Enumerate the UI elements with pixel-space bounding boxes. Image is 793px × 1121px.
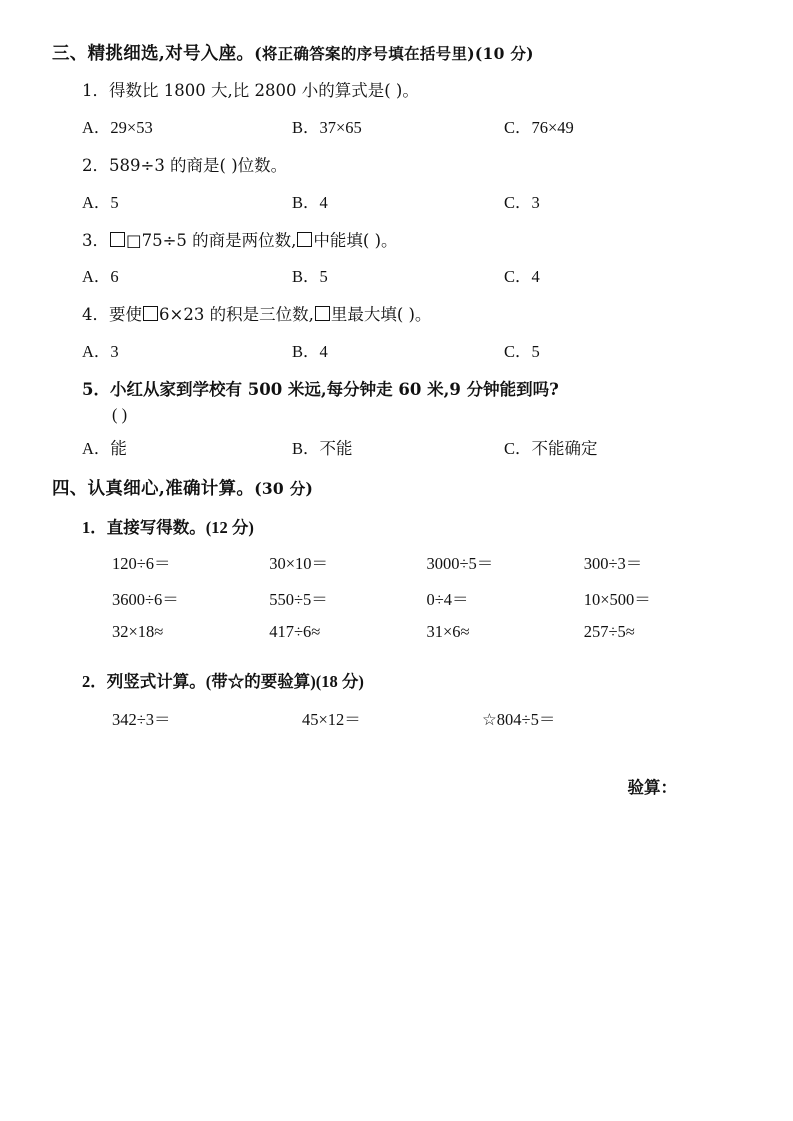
expression[interactable]: 31×6≈ bbox=[426, 621, 470, 641]
question-3-3 bbox=[52, 229, 741, 254]
blank-box-icon bbox=[297, 232, 312, 247]
option-a[interactable]: A．6 bbox=[82, 267, 119, 287]
expression[interactable]: 45×12＝ bbox=[302, 709, 361, 729]
question-3-1 bbox=[52, 79, 741, 104]
blank-box-icon bbox=[315, 306, 330, 321]
option-c[interactable]: C．不能确定 bbox=[504, 438, 598, 458]
option-a[interactable]: A．3 bbox=[82, 342, 119, 361]
question-number: 2． bbox=[82, 155, 109, 175]
question-body-pre: 要使 bbox=[109, 305, 142, 325]
options-3-1 bbox=[52, 114, 741, 138]
question-number: 4． bbox=[82, 305, 109, 325]
question-body: 得数比 1800 大,比 2800 小的算式是( )。 bbox=[109, 81, 419, 100]
expression[interactable]: 30×10＝ bbox=[269, 553, 329, 573]
option-a[interactable]: A．能 bbox=[82, 438, 127, 458]
expression[interactable]: 3600÷6＝ bbox=[112, 589, 179, 609]
oral-calc-row-1 bbox=[52, 550, 741, 574]
expression[interactable]: 417÷6≈ bbox=[269, 621, 321, 641]
section-heading-4 bbox=[52, 475, 741, 500]
option-c[interactable]: C．5 bbox=[504, 342, 540, 361]
question-3-5 bbox=[52, 378, 741, 425]
option-b[interactable]: B．4 bbox=[292, 342, 328, 361]
section-3-title: 三、精挑细选,对号入座。 bbox=[52, 44, 255, 64]
question-body-post: 中能填( )。 bbox=[313, 230, 398, 250]
option-c[interactable]: C．4 bbox=[504, 267, 540, 287]
question-body: 589÷3 的商是( )位数。 bbox=[109, 155, 288, 175]
option-c[interactable]: C．76×49 bbox=[504, 117, 574, 137]
question-body: 小红从家到学校有 500 米远,每分钟走 60 米,9 分钟能到吗? bbox=[109, 380, 559, 399]
section-4-title: 四、认真细心,准确计算。 bbox=[52, 478, 255, 499]
question-number: 1． bbox=[82, 81, 109, 100]
blank-box-icon bbox=[110, 232, 125, 247]
expression[interactable]: 257÷5≈ bbox=[583, 621, 635, 641]
blank-box-icon bbox=[143, 306, 158, 321]
section-3-note: (将正确答案的序号填在括号里)(10 分) bbox=[254, 44, 534, 63]
question-3-4 bbox=[52, 303, 741, 328]
answer-blank-3-5[interactable]: ( ) bbox=[112, 404, 128, 424]
expression[interactable]: 120÷6＝ bbox=[112, 553, 171, 573]
option-c[interactable]: C．3 bbox=[504, 192, 540, 212]
options-3-3 bbox=[52, 263, 741, 287]
question-number: 3． bbox=[82, 230, 109, 250]
option-b[interactable]: B．37×65 bbox=[292, 117, 362, 137]
option-b[interactable]: B．5 bbox=[292, 267, 328, 287]
question-body-pre: □75÷5 的商是两位数, bbox=[126, 230, 297, 250]
oral-calc-row-3 bbox=[52, 622, 741, 642]
question-number: 5． bbox=[82, 380, 110, 399]
question-3-2 bbox=[52, 154, 741, 179]
expression[interactable]: 342÷3＝ bbox=[112, 709, 171, 729]
oral-calc-row-2 bbox=[52, 586, 741, 610]
question-body-mid: 6×23 的积是三位数, bbox=[159, 305, 314, 325]
option-a[interactable]: A．29×53 bbox=[82, 117, 153, 137]
vertical-calc-row bbox=[52, 706, 741, 730]
check-work-label: 验算： bbox=[627, 777, 677, 797]
section-4-note: (30 分) bbox=[254, 478, 314, 498]
expression[interactable]: 300÷3＝ bbox=[583, 553, 643, 573]
question-body-post: 里最大填( )。 bbox=[330, 305, 432, 325]
expression[interactable]: 0÷4＝ bbox=[426, 589, 469, 609]
subquestion-4-2-label: 2．列竖式计算。(带☆的要验算)(18 分) bbox=[82, 671, 364, 691]
expression[interactable]: 32×18≈ bbox=[112, 621, 164, 641]
expression[interactable]: 550÷5＝ bbox=[269, 589, 328, 609]
option-a[interactable]: A．5 bbox=[82, 192, 119, 212]
section-heading-3 bbox=[52, 40, 741, 65]
option-b[interactable]: B．4 bbox=[292, 192, 328, 212]
expression[interactable]: 3000÷5＝ bbox=[426, 553, 494, 573]
expression[interactable]: ☆804÷5＝ bbox=[482, 709, 556, 729]
expression[interactable]: 10×500＝ bbox=[583, 589, 651, 609]
options-3-5 bbox=[52, 435, 741, 459]
subquestion-4-1-label: 1．直接写得数。(12 分) bbox=[82, 517, 254, 537]
options-3-4 bbox=[52, 338, 741, 362]
option-b[interactable]: B．不能 bbox=[292, 438, 353, 458]
options-3-2 bbox=[52, 189, 741, 213]
